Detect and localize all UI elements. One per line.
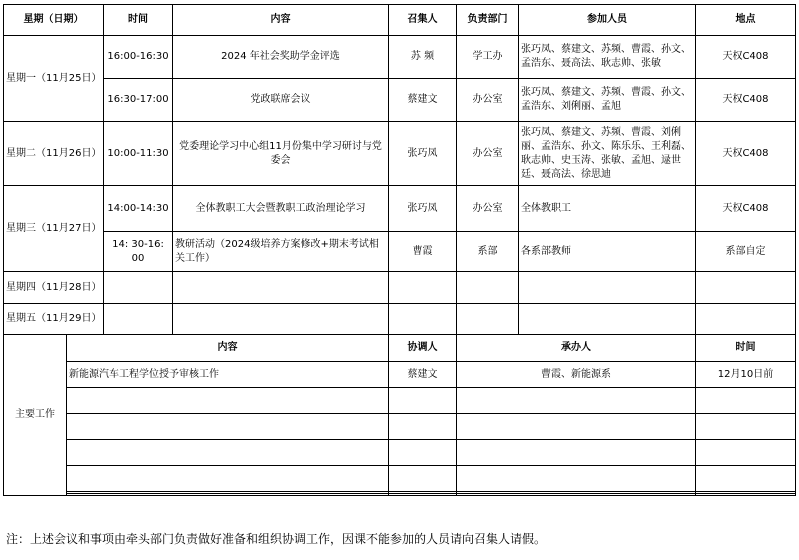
meeting-department: 系部 (457, 232, 519, 272)
meeting-location: 天权C408 (696, 36, 796, 79)
meeting-time: 16:00-16:30 (104, 36, 173, 79)
main-work-header-coordinator: 协调人 (389, 335, 457, 362)
main-work-coordinator: 蔡建文 (389, 362, 457, 388)
meeting-time: 16:30-17:00 (104, 79, 173, 122)
day-tuesday: 星期二（11月26日） (4, 122, 104, 186)
main-work-header-time: 时间 (696, 335, 796, 362)
table-row (4, 494, 796, 496)
table-row (4, 186, 796, 232)
meeting-department: 办公室 (457, 122, 519, 186)
meeting-participants: 各系部教师 (519, 232, 696, 272)
header-department: 负责部门 (457, 5, 519, 36)
header-day: 星期（日期） (4, 5, 104, 36)
day-thursday: 星期四（11月28日） (4, 272, 104, 304)
meeting-location: 天权C408 (696, 79, 796, 122)
weekly-schedule-table (3, 4, 796, 496)
table-row (4, 414, 796, 440)
table-row (4, 362, 796, 388)
table-row (4, 272, 796, 304)
main-work-undertaker: 曹霞、新能源系 (457, 362, 696, 388)
table-row (4, 79, 796, 122)
meeting-convener: 张巧凤 (389, 186, 457, 232)
meeting-department: 办公室 (457, 186, 519, 232)
table-row (4, 466, 796, 492)
day-wednesday: 星期三（11月27日） (4, 186, 104, 272)
main-work-label: 主要工作 (4, 335, 67, 496)
meeting-content: 党委理论学习中心组11月份集中学习研讨与党委会 (173, 122, 389, 186)
main-work-header-row (4, 335, 796, 362)
header-row (4, 5, 796, 36)
main-work-content: 新能源汽车工程学位授予审核工作 (67, 362, 389, 388)
table-row (4, 232, 796, 272)
meeting-convener: 苏 频 (389, 36, 457, 79)
footnote: 注：上述会议和事项由牵头部门负责做好准备和组织协调工作，因课不能参加的人员请向召集人请假。 (6, 532, 547, 546)
meeting-content: 党政联席会议 (173, 79, 389, 122)
meeting-content: 2024 年社会奖助学金评选 (173, 36, 389, 79)
day-monday: 星期一（11月25日） (4, 36, 104, 122)
header-content: 内容 (173, 5, 389, 36)
meeting-location: 天权C408 (696, 186, 796, 232)
meeting-content: 教研活动（2024级培养方案修改+期末考试相关工作） (173, 232, 389, 272)
meeting-participants: 张巧凤、蔡建文、苏频、曹霞、刘俐丽、孟浩东、孙文、陈乐乐、王利磊、耿志帅、史玉涛、张敏、孟旭、逯世廷、聂高法、徐思迪 (519, 122, 696, 186)
main-work-time: 12月10日前 (696, 362, 796, 388)
table-row (4, 440, 796, 466)
meeting-department: 办公室 (457, 79, 519, 122)
table-row (4, 36, 796, 79)
meeting-convener: 张巧凤 (389, 122, 457, 186)
meeting-location: 系部自定 (696, 232, 796, 272)
meeting-convener: 曹霞 (389, 232, 457, 272)
table-row (4, 388, 796, 414)
header-participants: 参加人员 (519, 5, 696, 36)
meeting-location: 天权C408 (696, 122, 796, 186)
table-row (4, 122, 796, 186)
meeting-content: 全体教职工大会暨教职工政治理论学习 (173, 186, 389, 232)
meeting-time: 14:00-14:30 (104, 186, 173, 232)
meeting-time: 14: 30-16: 00 (104, 232, 173, 272)
meeting-convener: 蔡建文 (389, 79, 457, 122)
meeting-time: 10:00-11:30 (104, 122, 173, 186)
meeting-participants: 全体教职工 (519, 186, 696, 232)
main-work-header-content: 内容 (67, 335, 389, 362)
meeting-participants: 张巧凤、蔡建文、苏频、曹霞、孙文、孟浩东、聂高法、耿志帅、张敏 (519, 36, 696, 79)
main-work-header-undertaker: 承办人 (457, 335, 696, 362)
meeting-participants: 张巧凤、蔡建文、苏频、曹霞、孙文、孟浩东、刘俐丽、孟旭 (519, 79, 696, 122)
header-location: 地点 (696, 5, 796, 36)
header-time: 时间 (104, 5, 173, 36)
header-convener: 召集人 (389, 5, 457, 36)
day-friday: 星期五（11月29日） (4, 304, 104, 335)
table-row (4, 304, 796, 335)
meeting-department: 学工办 (457, 36, 519, 79)
